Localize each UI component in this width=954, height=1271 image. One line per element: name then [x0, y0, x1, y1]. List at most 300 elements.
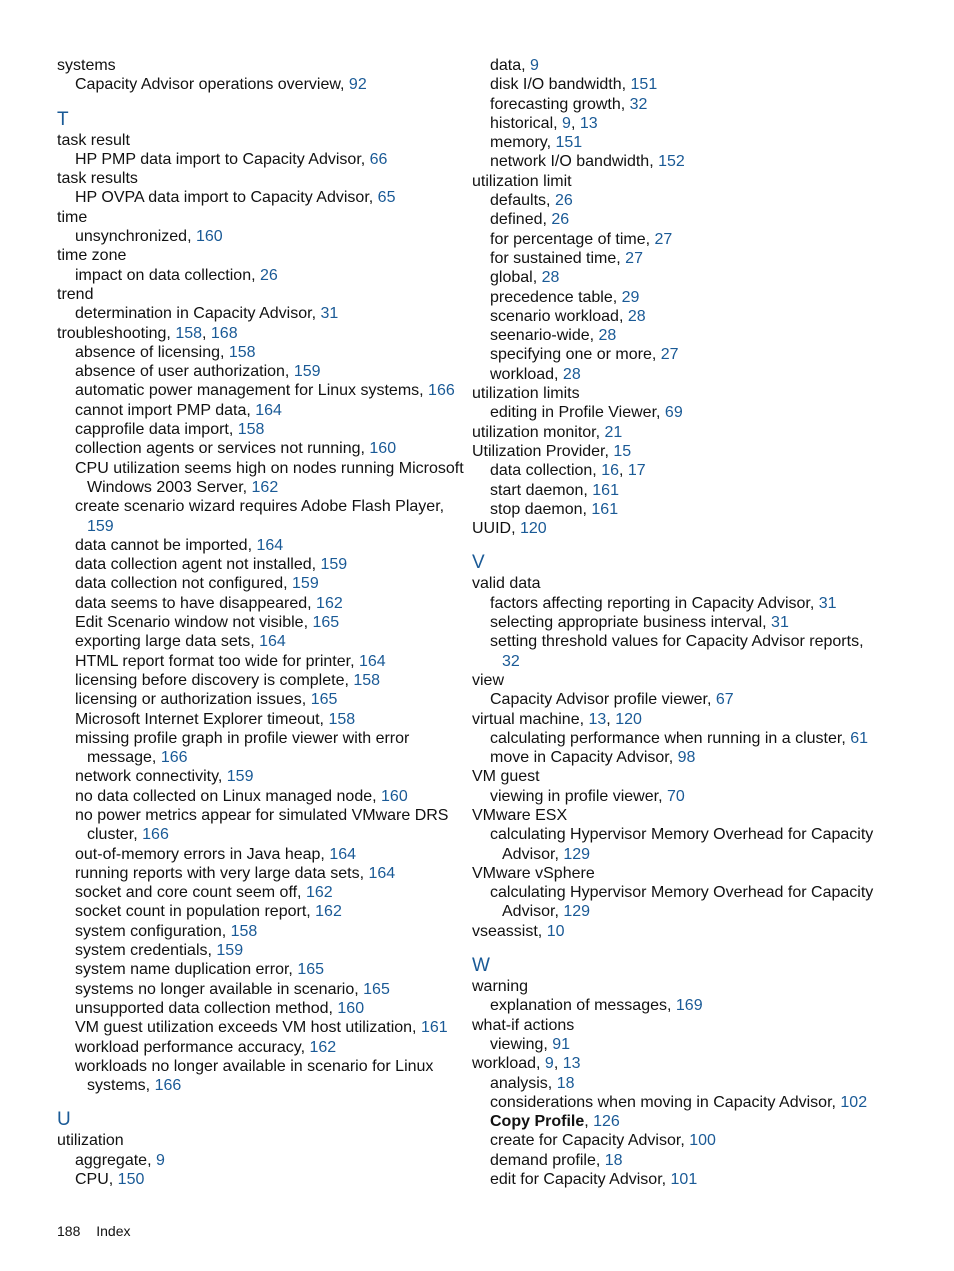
page-reference-link[interactable]: 102: [840, 1093, 868, 1111]
page-reference-link[interactable]: 165: [363, 980, 390, 998]
index-entry: [472, 1016, 942, 1035]
index-term: CPU,: [75, 1171, 118, 1189]
index-term: UUID,: [472, 520, 520, 538]
index-subentry: [57, 1038, 462, 1057]
index-subentry: [57, 902, 462, 921]
index-subentry: [57, 536, 462, 555]
index-subentry: [472, 345, 942, 364]
index-subentry: [472, 152, 942, 171]
page-reference-link[interactable]: 26: [260, 266, 278, 284]
index-subentry: [472, 230, 942, 249]
page-reference-link[interactable]: 65: [377, 189, 396, 207]
page-reference-link[interactable]: 162: [309, 1038, 337, 1056]
index-term: Capacity Advisor operations overview,: [75, 76, 349, 94]
footer-section-title: Index: [96, 1223, 131, 1239]
index-term: no power metrics appear for simulated VMware DRS: [75, 806, 449, 824]
index-entry: [472, 710, 942, 729]
index-term: data seems to have disappeared,: [75, 594, 317, 612]
index-subentry: [57, 362, 462, 381]
page-reference-link[interactable]: 9: [562, 114, 571, 132]
index-entry-continuation: [57, 825, 462, 844]
page-reference-link[interactable]: 160: [381, 787, 408, 805]
index-term: seenario-wide,: [490, 327, 599, 345]
index-term: Copy Profile: [490, 1113, 585, 1131]
page-ref-separator: ,: [606, 710, 616, 728]
index-subentry: [57, 459, 462, 478]
index-term: create scenario wizard requires Adobe Flash Player,: [75, 498, 445, 516]
page-reference-link[interactable]: 166: [428, 382, 455, 400]
index-term: defined,: [490, 211, 552, 229]
index-term: absence of licensing,: [75, 343, 229, 361]
page-reference-link[interactable]: 18: [604, 1151, 623, 1169]
index-term: defaults,: [490, 192, 555, 210]
index-term: analysis,: [490, 1074, 557, 1092]
index-subentry: [57, 420, 462, 439]
index-term: memory,: [490, 134, 556, 152]
index-term: VM guest utilization exceeds VM host utilization,: [75, 1019, 421, 1037]
index-subentry: [57, 806, 462, 825]
page-reference-link[interactable]: 31: [818, 594, 837, 612]
index-subentry: [57, 960, 462, 979]
page-reference-link[interactable]: 129: [563, 845, 591, 863]
index-subentry: [57, 729, 462, 748]
index-term: calculating Hypervisor Memory Overhead for Capacity: [490, 884, 874, 902]
page-number: 188: [57, 1223, 81, 1239]
page-reference-link[interactable]: 164: [358, 652, 386, 670]
page-reference-link[interactable]: 67: [715, 691, 734, 709]
index-term: network connectivity,: [75, 768, 227, 786]
index-term: time: [57, 208, 88, 226]
index-term: aggregate,: [75, 1151, 156, 1169]
page-reference-link[interactable]: 9: [544, 1055, 554, 1073]
page-reference-link[interactable]: 164: [368, 864, 396, 882]
page-reference-link[interactable]: 27: [625, 249, 643, 267]
index-term: socket and core count seem off,: [75, 884, 306, 902]
page-reference-link[interactable]: 162: [305, 884, 333, 902]
index-subentry: [57, 652, 462, 671]
page-reference-link[interactable]: 165: [297, 961, 325, 979]
page-reference-link[interactable]: 15: [613, 442, 632, 460]
page-reference-link[interactable]: 162: [315, 903, 342, 921]
index-subentry: [472, 1035, 942, 1054]
page-reference-link[interactable]: 166: [154, 1077, 182, 1095]
page-reference-link[interactable]: 70: [666, 787, 685, 805]
index-term: forecasting growth,: [490, 95, 630, 113]
index-subentry: [57, 227, 462, 246]
index-term: what-if actions: [472, 1016, 575, 1034]
index-term: troubleshooting,: [57, 324, 176, 342]
index-entry: [472, 671, 942, 690]
page-reference-link[interactable]: 165: [310, 691, 338, 709]
index-subentry: [472, 1131, 942, 1150]
index-term: system configuration,: [75, 922, 231, 940]
index-entry: [57, 208, 462, 227]
index-subentry: [472, 748, 942, 767]
index-term: socket count in population report,: [75, 903, 316, 921]
index-entry-continuation: [472, 652, 942, 671]
index-term: selecting appropriate business interval,: [490, 614, 772, 632]
index-entry: [472, 977, 942, 996]
page-reference-link[interactable]: 126: [593, 1113, 620, 1131]
index-entry: [57, 285, 462, 304]
index-term: data collection agent not installed,: [75, 556, 321, 574]
index-term: task result: [57, 131, 130, 149]
index-term: HP OVPA data import to Capacity Advisor,: [75, 189, 378, 207]
index-term: start daemon,: [490, 481, 593, 499]
page-reference-link[interactable]: 150: [117, 1171, 145, 1189]
index-term: workload,: [490, 365, 563, 383]
index-term: message,: [87, 749, 161, 767]
page-reference-link[interactable]: 129: [563, 903, 591, 921]
index-subentry: [57, 75, 462, 94]
page-reference-link[interactable]: 120: [615, 710, 642, 728]
page-reference-link[interactable]: 162: [316, 594, 343, 612]
page-reference-link[interactable]: 92: [348, 76, 367, 94]
index-subentry: [57, 613, 462, 632]
page-reference-link[interactable]: 98: [677, 749, 696, 767]
index-subentry: [57, 574, 462, 593]
index-term: workloads no longer available in scenario for Linux: [75, 1057, 434, 1075]
index-term: utilization: [57, 1132, 124, 1150]
page-reference-link[interactable]: 162: [251, 478, 279, 496]
page-reference-link[interactable]: 27: [654, 230, 673, 248]
index-entry-continuation: [472, 902, 942, 921]
page-reference-link[interactable]: 69: [664, 404, 683, 422]
page-reference-link[interactable]: 158: [328, 710, 356, 728]
index-subentry: [472, 594, 942, 613]
index-term: for percentage of time,: [490, 230, 655, 248]
page-reference-link[interactable]: 164: [255, 401, 282, 419]
index-subentry: [57, 883, 462, 902]
page-reference-link[interactable]: 91: [552, 1035, 571, 1053]
index-term: demand profile,: [490, 1151, 605, 1169]
index-term: calculating Hypervisor Memory Overhead for Capacity: [490, 826, 874, 844]
index-subentry: [472, 1093, 942, 1112]
index-column-left: [57, 56, 462, 1189]
index-term: systems,: [87, 1077, 155, 1095]
index-term: data,: [490, 57, 531, 74]
index-term: considerations when moving in Capacity Advisor,: [490, 1093, 841, 1111]
index-term: automatic power management for Linux systems,: [75, 382, 429, 400]
index-subentry: [472, 288, 942, 307]
index-term: utilization monitor,: [472, 423, 605, 441]
index-term: Windows 2003 Server,: [87, 478, 252, 496]
index-subentry: [472, 613, 942, 632]
index-term: precedence table,: [490, 288, 622, 306]
index-subentry: [472, 996, 942, 1015]
page-reference-link[interactable]: 169: [675, 997, 703, 1015]
index-term: stop daemon,: [490, 500, 592, 518]
index-subentry: [57, 150, 462, 169]
index-term: systems: [57, 57, 116, 74]
page-reference-link[interactable]: 13: [562, 1055, 581, 1073]
page-reference-link[interactable]: 101: [670, 1171, 698, 1189]
index-subentry: [57, 767, 462, 786]
index-subentry: [472, 133, 942, 152]
index-entry: [472, 442, 942, 461]
page-reference-link[interactable]: 160: [195, 228, 223, 246]
index-term: viewing,: [490, 1035, 553, 1053]
page-reference-link[interactable]: 9: [530, 57, 539, 74]
page-reference-link[interactable]: 161: [420, 1019, 448, 1037]
page-reference-link[interactable]: 159: [293, 363, 321, 381]
index-subentry: [472, 403, 942, 422]
index-subentry: [472, 1074, 942, 1093]
index-subentry: [57, 980, 462, 999]
index-entry-continuation: [57, 1076, 462, 1095]
index-subentry: [472, 500, 942, 519]
index-term: view: [472, 671, 505, 689]
page-reference-link[interactable]: 159: [226, 768, 254, 786]
index-subentry: [472, 1170, 942, 1189]
index-entry: [57, 1131, 462, 1150]
index-entry: [472, 1054, 942, 1073]
index-entry: [472, 864, 942, 883]
index-term: Microsoft Internet Explorer timeout,: [75, 710, 329, 728]
index-term: for sustained time,: [490, 249, 626, 267]
index-term: Capacity Advisor profile viewer,: [490, 691, 716, 709]
index-term: licensing before discovery is complete,: [75, 671, 354, 689]
page-reference-link[interactable]: 32: [629, 95, 648, 113]
page-reference-link[interactable]: 158: [175, 324, 203, 342]
index-term: VMware vSphere: [472, 864, 595, 882]
index-term: HP PMP data import to Capacity Advisor,: [75, 150, 370, 168]
page-reference-link[interactable]: 26: [551, 211, 570, 229]
index-subentry: [57, 864, 462, 883]
index-term: CPU utilization seems high on nodes running Microsoft: [75, 459, 464, 477]
page-reference-link[interactable]: 158: [230, 922, 258, 940]
index-subentry: [57, 671, 462, 690]
index-term: vseassist,: [472, 922, 547, 940]
index-term: editing in Profile Viewer,: [490, 404, 665, 422]
index-term: explanation of messages,: [490, 997, 676, 1015]
index-subentry: [57, 304, 462, 323]
page-ref-separator: ,: [618, 462, 628, 480]
index-term: running reports with very large data sets,: [75, 864, 369, 882]
index-term: create for Capacity Advisor,: [490, 1132, 690, 1150]
index-subentry: [57, 401, 462, 420]
index-entry: [57, 131, 462, 150]
page-reference-link[interactable]: 66: [369, 150, 388, 168]
index-term: workload performance accuracy,: [75, 1038, 310, 1056]
index-entry-continuation: [472, 845, 942, 864]
index-term: capprofile data import,: [75, 421, 238, 439]
index-entry: [472, 384, 942, 403]
index-term: workload,: [472, 1055, 545, 1073]
page-reference-link[interactable]: 166: [142, 826, 169, 844]
page-reference-link[interactable]: 160: [337, 999, 365, 1017]
index-entry-continuation: [57, 478, 462, 497]
index-entry: [472, 519, 942, 538]
index-subentry: [472, 365, 942, 384]
index-term: VM guest: [472, 768, 540, 786]
index-term: data collection,: [490, 462, 602, 480]
index-term: cannot import PMP data,: [75, 401, 256, 419]
page-reference-link[interactable]: 13: [579, 114, 598, 132]
page-reference-link[interactable]: 164: [256, 536, 284, 554]
index-subentry: [472, 1112, 942, 1131]
index-entry: [472, 172, 942, 191]
index-term: scenario workload,: [490, 307, 628, 325]
page-reference-link[interactable]: 31: [771, 614, 789, 632]
page-reference-link[interactable]: 164: [259, 633, 286, 651]
index-subentry: [472, 210, 942, 229]
page-reference-link[interactable]: 28: [598, 327, 617, 345]
index-subentry: [57, 632, 462, 651]
index-term: VMware ESX: [472, 806, 568, 824]
page-reference-link[interactable]: 159: [87, 517, 114, 535]
page-reference-link[interactable]: 168: [210, 324, 238, 342]
page-reference-link[interactable]: 159: [320, 556, 348, 574]
index-term: network I/O bandwidth,: [490, 153, 659, 171]
index-letter-heading: U: [57, 1109, 71, 1131]
index-term: unsupported data collection method,: [75, 999, 338, 1017]
index-term: specifying one or more,: [490, 346, 661, 364]
page-reference-link[interactable]: 18: [556, 1074, 575, 1092]
index-term: collection agents or services not running,: [75, 440, 370, 458]
index-subentry: [472, 307, 942, 326]
index-entry: [57, 169, 462, 188]
index-term: Advisor,: [502, 845, 564, 863]
index-term: calculating performance when running in a cluster,: [490, 729, 851, 747]
page-reference-link[interactable]: 9: [155, 1151, 165, 1169]
index-subentry: [57, 381, 462, 400]
page-reference-link[interactable]: 160: [369, 440, 397, 458]
index-subentry: [472, 690, 942, 709]
index-term: valid data: [472, 575, 541, 593]
index-subentry: [472, 268, 942, 287]
index-term: global,: [490, 269, 542, 287]
page-reference-link[interactable]: 159: [292, 575, 319, 593]
index-subentry: [472, 481, 942, 500]
page-reference-link[interactable]: 161: [592, 481, 619, 499]
index-subentry: [57, 497, 462, 516]
index-entry: [472, 423, 942, 442]
index-subentry: [57, 1170, 462, 1189]
page-reference-link[interactable]: 26: [554, 192, 573, 210]
index-term: warning: [472, 978, 529, 996]
index-term: utilization limits: [472, 385, 580, 403]
index-subentry: [472, 95, 942, 114]
index-term: no data collected on Linux managed node,: [75, 787, 382, 805]
index-term: setting threshold values for Capacity Advisor reports,: [490, 633, 864, 651]
index-term: move in Capacity Advisor,: [490, 749, 678, 767]
index-term: edit for Capacity Advisor,: [490, 1171, 671, 1189]
index-term: HTML report format too wide for printer,: [75, 652, 359, 670]
page-reference-link[interactable]: 151: [555, 134, 583, 152]
page-reference-link[interactable]: 21: [604, 423, 623, 441]
page-reference-link[interactable]: 16: [601, 462, 619, 480]
index-entry: [57, 324, 462, 343]
page-reference-link[interactable]: 161: [591, 500, 619, 518]
index-term: determination in Capacity Advisor,: [75, 305, 321, 323]
page-reference-link[interactable]: 158: [228, 343, 256, 361]
index-letter-heading: W: [472, 955, 490, 977]
index-entry: [472, 574, 942, 593]
index-term: system credentials,: [75, 942, 217, 960]
index-subentry: [472, 632, 942, 651]
index-subentry: [57, 710, 462, 729]
page-reference-link[interactable]: 159: [216, 942, 244, 960]
index-subentry: [472, 191, 942, 210]
index-subentry: [472, 249, 942, 268]
index-term: Utilization Provider,: [472, 442, 614, 460]
index-subentry: [472, 729, 942, 748]
page-ref-separator: ,: [202, 324, 211, 342]
page-reference-link[interactable]: 27: [660, 346, 679, 364]
index-subentry: [57, 188, 462, 207]
index-entry: [472, 767, 942, 786]
index-term: utilization limit: [472, 172, 572, 190]
index-term: absence of user authorization,: [75, 363, 294, 381]
index-subentry: [57, 690, 462, 709]
index-term: disk I/O bandwidth,: [490, 76, 631, 94]
index-term: out-of-memory errors in Java heap,: [75, 845, 330, 863]
index-subentry: [57, 922, 462, 941]
page-reference-link[interactable]: 152: [658, 153, 685, 171]
page-footer: [57, 1223, 131, 1239]
index-term: historical,: [490, 114, 563, 132]
page-reference-link[interactable]: 164: [329, 845, 357, 863]
page-reference-link[interactable]: 151: [630, 76, 658, 94]
page-reference-link[interactable]: 158: [353, 671, 381, 689]
page-reference-link[interactable]: 100: [689, 1132, 716, 1150]
index-term: missing profile graph in profile viewer with error: [75, 729, 410, 747]
page-reference-link[interactable]: 165: [312, 614, 340, 632]
index-letter-heading: V: [472, 552, 485, 574]
page-reference-link[interactable]: 28: [541, 269, 560, 287]
page-reference-link[interactable]: 17: [627, 462, 646, 480]
page-reference-link[interactable]: 31: [320, 305, 339, 323]
index-term: cluster,: [87, 826, 143, 844]
page-reference-link[interactable]: 166: [160, 749, 188, 767]
index-subentry: [57, 594, 462, 613]
index-subentry: [57, 1018, 462, 1037]
page-reference-link[interactable]: 28: [627, 307, 646, 325]
index-term: task results: [57, 170, 138, 188]
index-term: licensing or authorization issues,: [75, 691, 311, 709]
index-term: Advisor,: [502, 903, 564, 921]
page-reference-link[interactable]: 13: [588, 710, 607, 728]
page-reference-link[interactable]: 10: [546, 922, 565, 940]
index-subentry: [57, 845, 462, 864]
index-entry-continuation: [57, 748, 462, 767]
index-subentry: [57, 555, 462, 574]
index-subentry: [57, 941, 462, 960]
index-term: factors affecting reporting in Capacity Advisor,: [490, 594, 819, 612]
page-reference-link[interactable]: 158: [237, 421, 265, 439]
index-subentry: [57, 1151, 462, 1170]
index-subentry: [57, 343, 462, 362]
index-separator: ,: [584, 1113, 594, 1131]
page-reference-link[interactable]: 61: [850, 729, 868, 747]
index-subentry: [472, 825, 942, 844]
page-reference-link[interactable]: 29: [621, 288, 640, 306]
index-term: time zone: [57, 247, 127, 265]
index-term: trend: [57, 285, 94, 303]
index-term: data cannot be imported,: [75, 536, 257, 554]
page-reference-link[interactable]: 120: [520, 520, 547, 538]
index-subentry: [472, 1151, 942, 1170]
index-subentry: [57, 266, 462, 285]
page-reference-link[interactable]: 32: [502, 652, 520, 670]
index-subentry: [57, 439, 462, 458]
index-entry: [57, 56, 462, 75]
index-subentry: [472, 787, 942, 806]
index-subentry: [472, 461, 942, 480]
page-reference-link[interactable]: 28: [562, 365, 581, 383]
page-ref-separator: ,: [553, 1055, 563, 1073]
